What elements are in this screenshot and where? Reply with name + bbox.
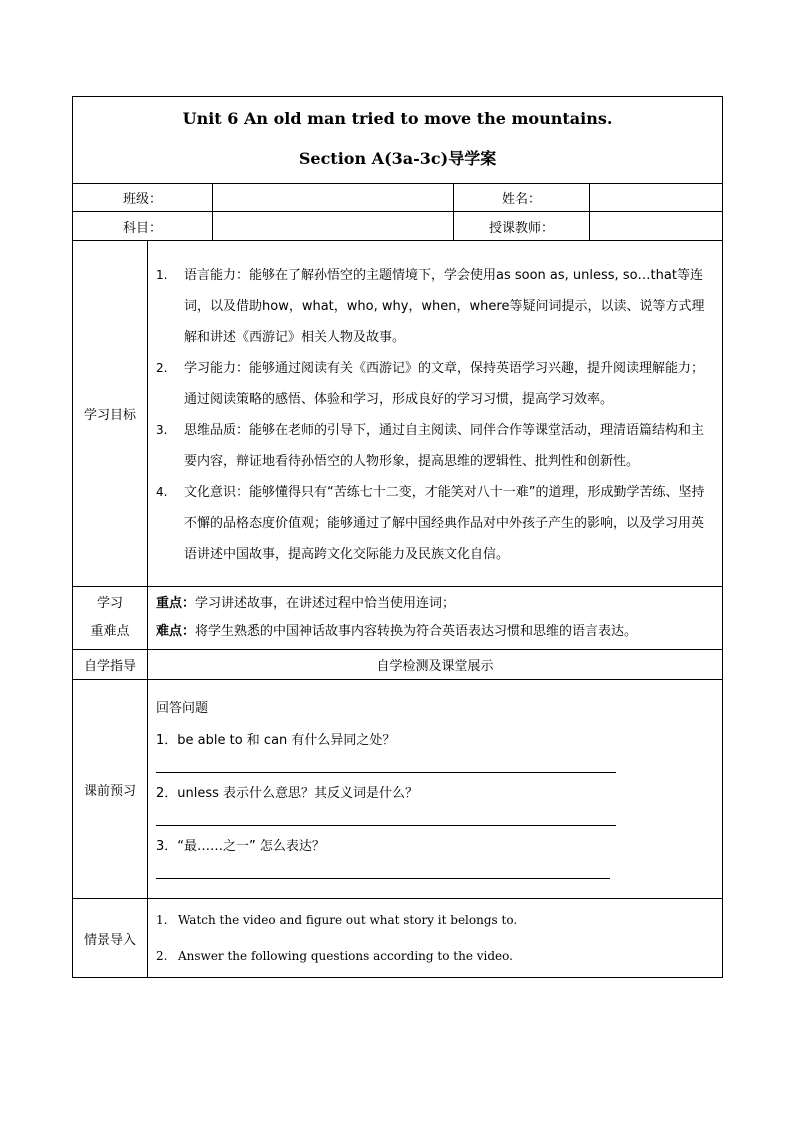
focus-line: 重点：学习讲述故事，在讲述过程中恰当使用连词； xyxy=(156,596,456,611)
preview-intro: 回答问题 xyxy=(156,700,209,716)
goals-content xyxy=(148,241,723,587)
subject-field[interactable] xyxy=(213,212,454,241)
preview-row xyxy=(73,680,723,899)
goals-list xyxy=(148,256,722,572)
scene-content xyxy=(148,899,723,978)
name-label: 姓名： xyxy=(454,184,590,212)
preview-content xyxy=(148,680,723,899)
guide-row xyxy=(73,650,723,680)
answer-line-1[interactable] xyxy=(156,758,616,773)
scene-label: 情景导入 xyxy=(73,899,148,978)
name-field[interactable] xyxy=(590,184,723,212)
guide-label: 自学指导 xyxy=(73,650,148,680)
subject-teacher-row xyxy=(73,212,723,241)
teacher-field[interactable] xyxy=(590,212,723,241)
preview-label: 课前预习 xyxy=(73,680,148,899)
question-1: 1．be able to 和 can 有什么异同之处？ xyxy=(156,732,396,748)
keypoints-content xyxy=(148,587,723,650)
subject-label: 科目： xyxy=(73,212,213,241)
scene-item: 1. Watch the video and figure out what story it belongs to. xyxy=(156,913,518,927)
goal-item: 3. 思维品质：能够在老师的引导下，通过自主阅读、同伴合作等课堂活动，理清语篇结构和主要内容，辩证地看待孙悟空的人物形象，提高思维的逻辑性、批判性和创新性。 xyxy=(156,422,705,469)
title-row xyxy=(73,97,723,184)
class-name-row xyxy=(73,184,723,212)
guide-header: 自学检测及课堂展示 xyxy=(148,650,723,680)
keypoints-label: 学习 重难点 xyxy=(73,587,148,650)
question-3: 3．“最……之一” 怎么表达？ xyxy=(156,838,325,854)
goals-label: 学习目标 xyxy=(73,241,148,587)
goals-row xyxy=(73,241,723,587)
class-field[interactable] xyxy=(213,184,454,212)
difficulty-line: 难点：将学生熟悉的中国神话故事内容转换为符合英语表达习惯和思维的语言表达。 xyxy=(156,624,638,639)
answer-line-3[interactable] xyxy=(156,864,610,879)
question-2: 2．unless 表示什么意思？其反义词是什么？ xyxy=(156,785,419,801)
document-title: Unit 6 An old man tried to move the mountains. xyxy=(182,109,613,128)
class-label: 班级： xyxy=(73,184,213,212)
document-subtitle: Section A(3a-3c)导学案 xyxy=(298,149,497,168)
lesson-plan-table xyxy=(72,96,723,978)
goal-item: 1. 语言能力：能够在了解孙悟空的主题情境下，学会使用as soon as, unless, so…that等连词，以及借助how，what，who, why，when，where等疑问词提示，以读、说等方式理解和讲述《西游记》相关人物及故事。 xyxy=(156,267,705,345)
answer-line-2[interactable] xyxy=(156,811,616,826)
scene-item: 2. Answer the following questions according to the video. xyxy=(156,949,513,963)
scene-row xyxy=(73,899,723,978)
goal-item: 4. 文化意识：能够懂得只有“苦练七十二变，才能笑对八十一难”的道理，形成勤学苦练、坚持不懈的品格态度价值观；能够通过了解中国经典作品对中外孩子产生的影响，以及学习用英语讲述中国故事，提高跨文化交际能力及民族文化自信。 xyxy=(156,484,705,562)
goal-item: 2. 学习能力：能够通过阅读有关《西游记》的文章，保持英语学习兴趣，提升阅读理解能力；通过阅读策略的感悟、体验和学习，形成良好的学习习惯，提高学习效率。 xyxy=(156,360,705,407)
teacher-label: 授课教师： xyxy=(454,212,590,241)
title-cell xyxy=(73,97,723,184)
keypoints-row xyxy=(73,587,723,650)
